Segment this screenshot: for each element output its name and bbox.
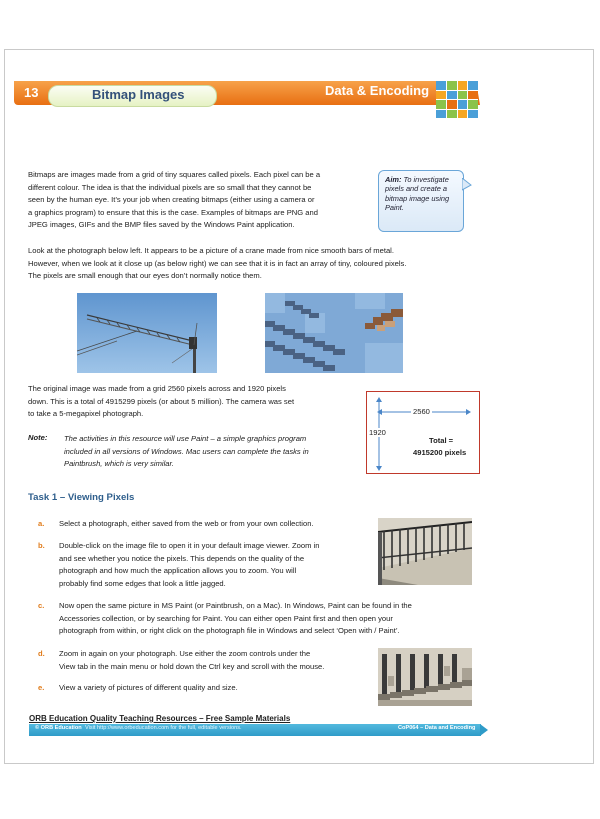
intro-line: Bitmaps are images made from a grid of tiny squares called pixels. Each pixel can be a	[28, 170, 321, 179]
aim-text: To investigate pixels and create a bitmap image using Paint.	[385, 175, 450, 213]
step-letter: d.	[38, 649, 45, 658]
step-line: photograph and how much the application allows you to zoom. You will	[59, 566, 297, 576]
zoomed-pixels-photo	[265, 293, 403, 373]
intro-line: seen by the human eye. It’s your job when creating bitmaps (either using a camera or	[28, 195, 315, 205]
total-value: 4915200 pixels	[413, 448, 467, 457]
intro-paragraph	[28, 169, 373, 232]
original-line: to take a 5-megapixel photograph.	[28, 409, 144, 419]
step-line: photograph from within, or right click on the photograph file in Windows and select ‘Open with / Paint’.	[59, 626, 400, 636]
aim-callout-tail	[462, 178, 472, 192]
note-line: Paintbrush, which is very similar.	[64, 459, 174, 469]
railing-zoomed-photo	[378, 648, 472, 706]
original-paragraph	[28, 383, 358, 421]
crane-line: However, when we look at it close up (as below right) we can see that it is in fact an array of tiny, coloured pixels.	[28, 258, 407, 268]
crane-paragraph	[28, 245, 468, 283]
step-line: View tab in the main menu or hold down the Ctrl key and scroll with the mouse.	[59, 661, 325, 671]
step-letter: e.	[38, 683, 45, 692]
step-line: and see whether you notice the pixels. This depends on the quality of the	[59, 553, 305, 563]
crane-line: The pixels are small enough that our eyes don’t normally notice them.	[28, 271, 262, 281]
total-label: Total =	[429, 436, 454, 445]
height-label: 1920	[369, 428, 386, 437]
step-line: probably find some edges that look a little jagged.	[59, 578, 226, 588]
aim-label: Aim:	[385, 175, 402, 184]
intro-line: a graphics program) to ensure that this is the case. Examples of bitmaps are PNG and	[28, 207, 318, 217]
step-line: Zoom in again on your photograph. Use either the zoom controls under the	[59, 649, 311, 658]
railing-photo	[378, 518, 472, 585]
step-letter: c.	[38, 601, 45, 610]
step-line: Now open the same picture in MS Paint (or Paintbrush, on a Mac). In Windows, Paint can be found in the	[59, 601, 412, 610]
subject-title: Data & Encoding	[325, 83, 430, 98]
footer-url-text: Visit http://www.orbeducation.com for the full, editable versions.	[85, 725, 242, 731]
logo-grid-icon	[436, 81, 478, 118]
step-text	[59, 540, 319, 590]
aim-callout	[378, 170, 464, 232]
intro-line: different colour. The idea is that the individual pixels are so small that they cannot be	[28, 182, 312, 192]
crane-photo	[77, 293, 217, 373]
footer-arrow-tip	[480, 718, 490, 742]
width-label: 2560	[413, 407, 430, 416]
page-number: 13	[24, 85, 39, 100]
page-title: Bitmap Images	[92, 87, 185, 102]
step-text	[59, 648, 324, 673]
intro-line: JPEG images, GIFs and the BMP files saved by the Windows Paint application.	[28, 220, 295, 230]
note-line: The activities in this resource will use Paint – a simple graphics program	[64, 434, 307, 443]
footer-code: CoP064 – Data and Encoding	[398, 725, 476, 731]
note-line: included in all versions of Windows. Mac users can complete the tasks in	[64, 446, 309, 456]
note-text	[64, 433, 346, 471]
crane-line: Look at the photograph below left. It appears to be a picture of a crane made from nice smooth bars of metal.	[28, 246, 394, 255]
task-title: Task 1 – Viewing Pixels	[28, 492, 135, 503]
step-line: Double-click on the image file to open it in your default image viewer. Zoom in	[59, 541, 320, 550]
step-letter: b.	[38, 541, 45, 550]
footer-copyright: © ORB Education	[35, 725, 82, 731]
original-line: The original image was made from a grid 2560 pixels across and 1920 pixels	[28, 384, 286, 393]
pixel-dimensions-diagram	[366, 391, 480, 474]
step-text: View a variety of pictures of different quality and size.	[59, 683, 238, 692]
step-text	[59, 600, 412, 638]
footer-title: ORB Education Quality Teaching Resources – Free Sample Materials	[29, 714, 291, 723]
step-line: Accessories collection, or by searching for Paint. You can either open Paint first and then open your	[59, 613, 393, 623]
step-text: Select a photograph, either saved from the web or from your own collection.	[59, 519, 314, 528]
step-letter: a.	[38, 519, 45, 528]
original-line: down. This is a total of 4915299 pixels (or about 5 million). The camera was set	[28, 396, 295, 406]
note-label: Note:	[28, 433, 48, 442]
